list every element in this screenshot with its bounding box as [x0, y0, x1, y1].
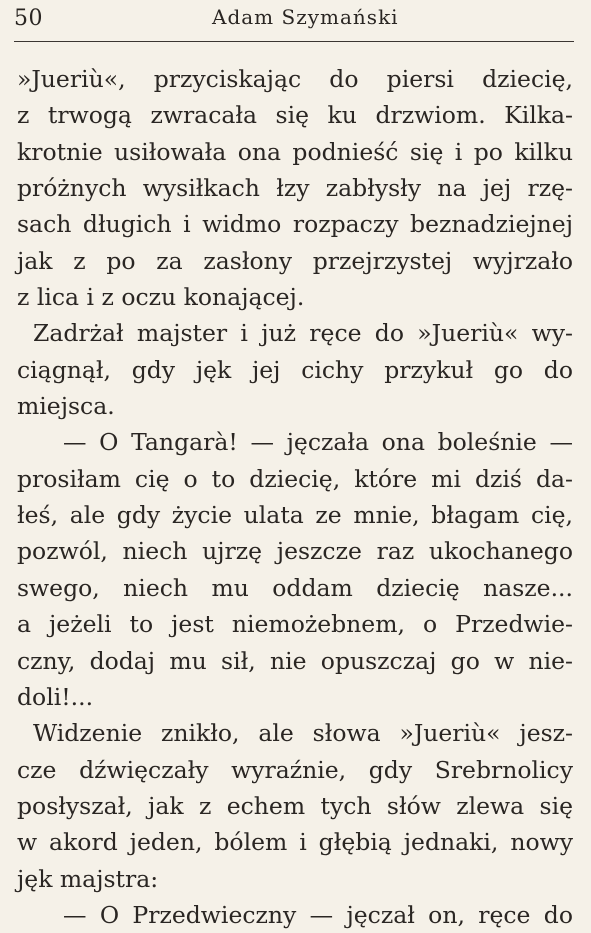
text-line: doli!...	[17, 682, 94, 711]
text-line: miejsca.	[17, 392, 115, 421]
text-line: pozwól, niech ujrzę jeszcze raz ukochanego	[17, 537, 573, 566]
text-line: krotnie usiłowała ona podnieść się i po kilku	[17, 137, 573, 166]
text-line: jak z po za zasłony przejrzystej wyjrzało	[17, 246, 573, 275]
header-rule	[14, 41, 574, 42]
text-line: ciągnął, gdy jęk jej cichy przykuł go do	[17, 355, 573, 384]
text-line: a jeżeli to jest niemożebnem, o Przedwie-	[17, 610, 573, 639]
text-line: »Jueriù«, przyciskając do piersi dziecię,	[17, 65, 573, 93]
text-line: Widzenie znikło, ale słowa »Jueriù« jesz-	[33, 719, 573, 748]
text-line: cze dźwięczały wyraźnie, gdy Srebrnolicy	[17, 755, 573, 784]
text-line: prosiłam cię o to dziecię, które mi dziś da-	[17, 464, 573, 493]
text-line: sach długich i widmo rozpaczy beznadziejnej	[17, 210, 573, 239]
text-line: z lica i z oczu konającej.	[17, 283, 305, 312]
text-line: Zadrżał majster i już ręce do »Jueriù« wy-	[33, 319, 573, 348]
text-line: swego, niech mu oddam dziecię nasze...	[17, 573, 573, 602]
page-number: 50	[14, 6, 43, 31]
text-line: w akord jeden, bólem i głębią jednaki, nowy	[17, 828, 573, 857]
page-header	[0, 0, 591, 46]
text-line: jęk majstra:	[17, 864, 159, 893]
text-line: czny, dodaj mu sił, nie opuszczaj go w nie-	[17, 646, 573, 675]
text-line: próżnych wysiłkach łzy zabłysły na jej rzę-	[17, 174, 573, 203]
text-line: z trwogą zwracała się ku drzwiom. Kilka-	[17, 101, 573, 130]
text-line: posłyszał, jak z echem tych słów zlewa się	[17, 791, 573, 820]
text-line: — O Tangarà! — jęczała ona boleśnie —	[63, 428, 573, 457]
text-line: — O Przedwieczny — jęczał on, ręce do	[63, 900, 573, 929]
body-text	[17, 61, 573, 933]
running-head: Adam Szymański	[212, 5, 399, 29]
text-line: łeś, ale gdy życie ulata ze mnie, błagam cię,	[17, 501, 573, 530]
